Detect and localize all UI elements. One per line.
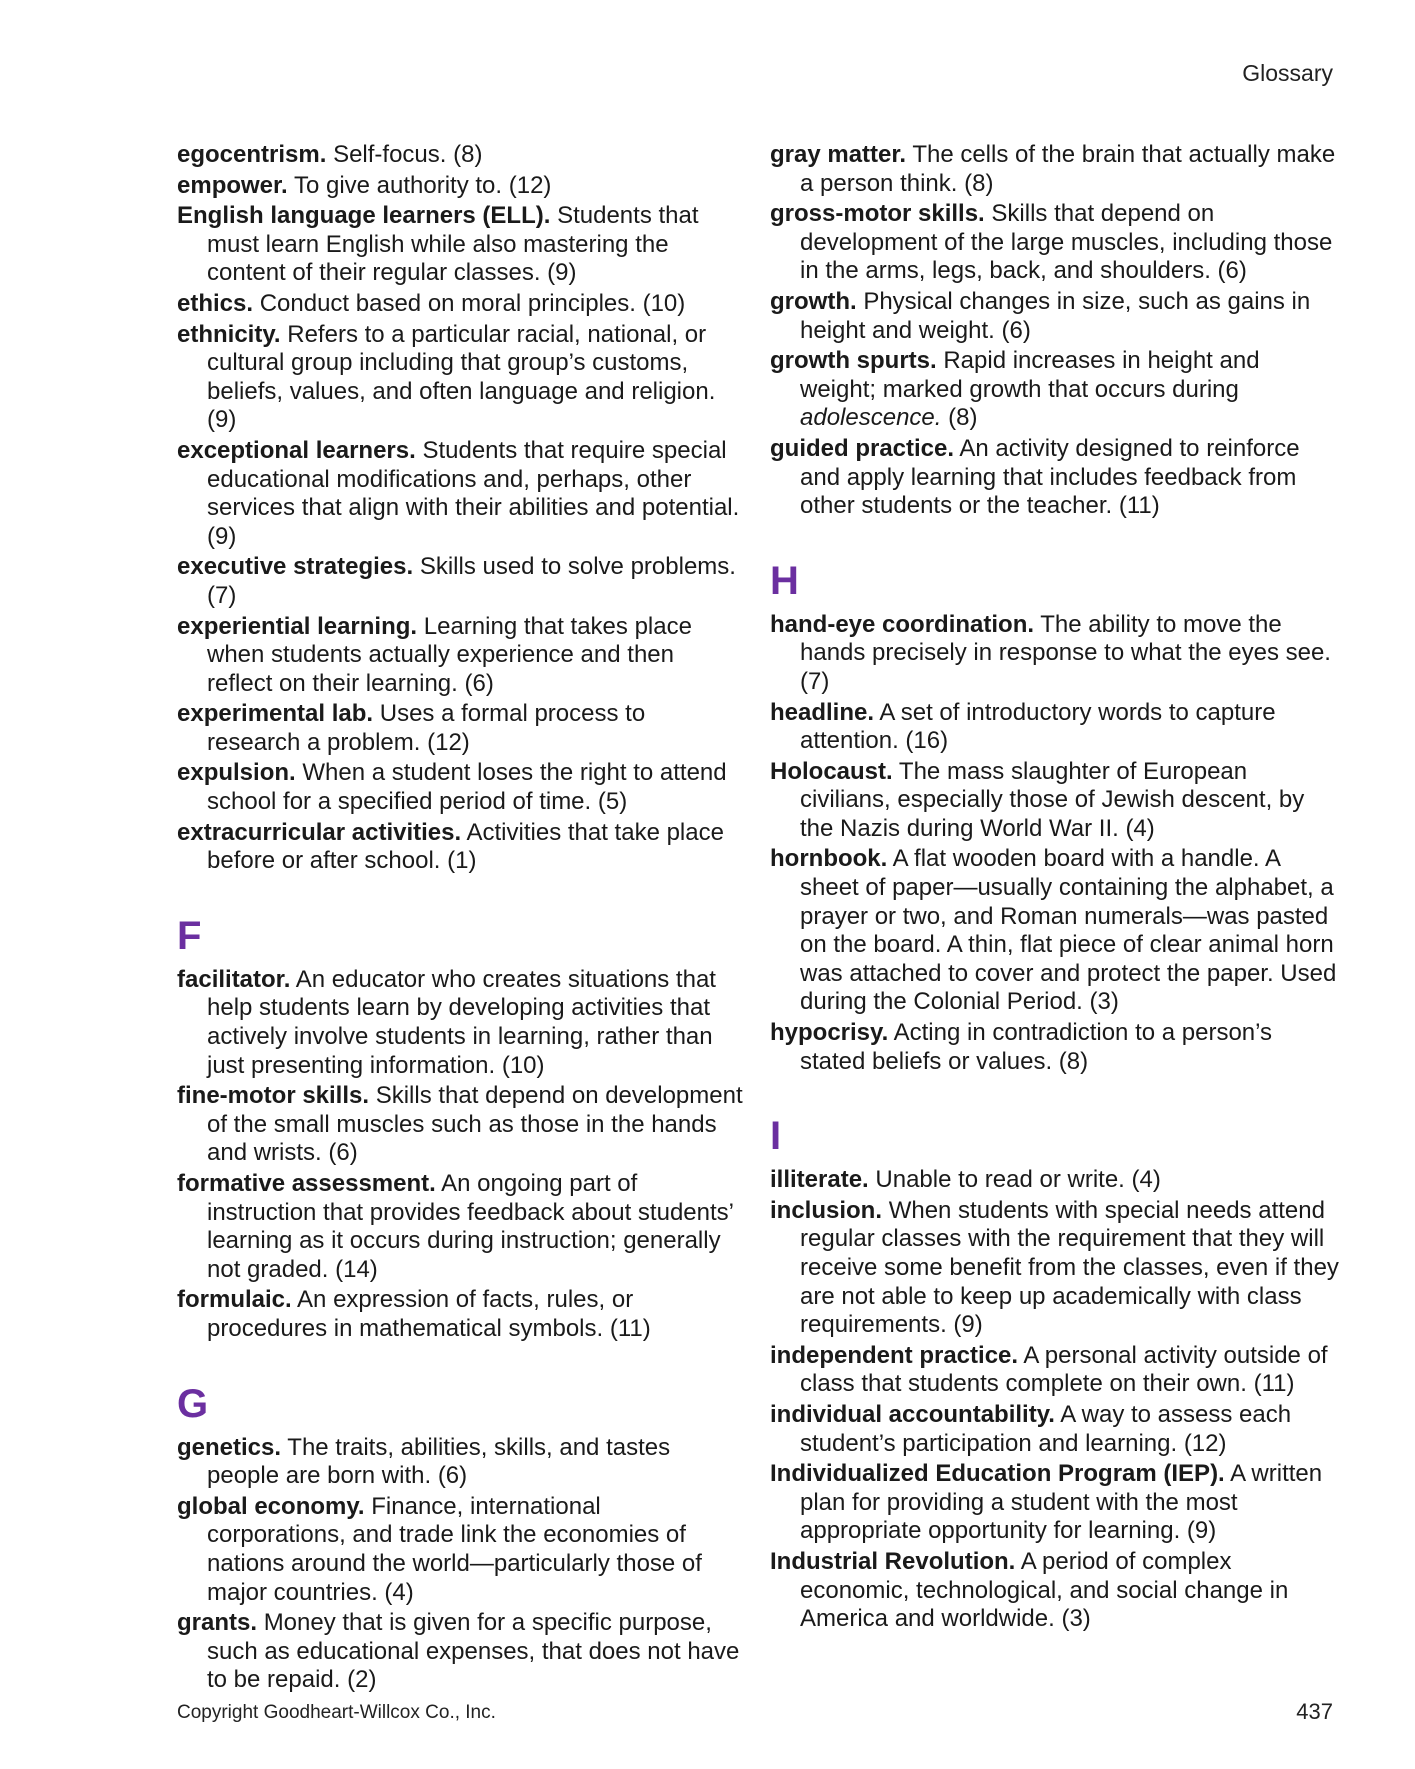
- glossary-entry: [177, 613, 745, 699]
- glossary-definition: A way to assess each student’s participation and learning. (12): [800, 1400, 1292, 1457]
- glossary-term: gray matter.: [770, 141, 907, 168]
- glossary-term: extracurricular activities.: [177, 818, 462, 846]
- glossary-definition-italic: adolescence.: [800, 404, 942, 432]
- glossary-definition: Skills that depend on development of the large muscles, including those in the arms, legs, back, and shoulders. (6): [800, 200, 1333, 285]
- glossary-definition: The ability to move the hands precisely in response to what the eyes see. (7): [800, 610, 1331, 695]
- glossary-entry: [177, 321, 745, 435]
- glossary-definition: An educator who creates situations that help students learn by developing activities that actively involve students in learning, rather than just presenting information. (10): [207, 965, 716, 1079]
- glossary-term: growth spurts.: [770, 347, 937, 375]
- glossary-entry: [770, 347, 1340, 433]
- glossary-definition: The mass slaughter of European civilians, especially those of Jewish descent, by the Nazis during World War II. (4): [800, 757, 1305, 842]
- glossary-entry: [770, 1548, 1340, 1634]
- glossary-term: headline.: [770, 698, 875, 726]
- glossary-term: ethics.: [177, 289, 254, 317]
- section-letter-f: F: [177, 913, 202, 958]
- glossary-term: empower.: [177, 171, 288, 199]
- glossary-entry: [177, 172, 745, 201]
- glossary-term: growth.: [770, 287, 857, 315]
- glossary-definition: When students with special needs attend regular classes with the requirement that they will receive some benefit from the classes, even if they are not able to keep up academically with class requirements. (9): [800, 1196, 1339, 1339]
- section-g: [177, 1434, 745, 1695]
- glossary-definition: A flat wooden board with a handle. A sheet of paper—usually containing the alphabet, a prayer or two, and Roman numerals—was pasted on the board. A thin, flat piece of clear animal horn was attached to cover and protect the paper. Used during the Colonial Period. (3): [800, 845, 1337, 1016]
- glossary-definition: Acting in contradiction to a person’s stated beliefs or values. (8): [800, 1019, 1273, 1075]
- glossary-entry: [770, 758, 1340, 844]
- section-g-continued: [770, 141, 1340, 521]
- glossary-entry: [177, 553, 745, 610]
- section-h: [770, 611, 1340, 1077]
- glossary-entry: [177, 1609, 745, 1695]
- running-head: Glossary: [1242, 60, 1333, 86]
- glossary-term: Holocaust.: [770, 757, 893, 785]
- glossary-entry: [177, 1082, 745, 1168]
- glossary-term: global economy.: [177, 1492, 365, 1520]
- glossary-entry: [770, 288, 1340, 345]
- glossary-definition: Activities that take place before or after school. (1): [207, 818, 724, 875]
- glossary-entry: [770, 699, 1340, 756]
- glossary-definition: Finance, international corporations, and trade link the economies of nations around the world—particularly those of major countries. (4): [207, 1492, 702, 1606]
- glossary-entry: [177, 759, 745, 816]
- glossary-definition: The cells of the brain that actually make a person think. (8): [800, 141, 1336, 197]
- glossary-term: independent practice.: [770, 1341, 1019, 1369]
- glossary-term: exceptional learners.: [177, 436, 416, 464]
- glossary-definition: Rapid increases in height and weight; marked growth that occurs during: [800, 347, 1260, 403]
- glossary-definition: A period of complex economic, technological, and social change in America and worldwide. (3): [800, 1547, 1289, 1633]
- glossary-definition: To give authority to. (12): [293, 171, 552, 199]
- glossary-definition: Students that must learn English while also mastering the content of their regular classes. (9): [207, 202, 699, 287]
- glossary-definition: Learning that takes place when students actually experience and then reflect on their learning. (6): [207, 612, 692, 697]
- glossary-definition: Skills used to solve problems. (7): [207, 553, 736, 609]
- glossary-entry: [177, 1493, 745, 1607]
- glossary-term: egocentrism.: [177, 141, 327, 168]
- glossary-definition: Physical changes in size, such as gains in height and weight. (6): [800, 287, 1311, 344]
- glossary-definition: An activity designed to reinforce and apply learning that includes feedback from other students or the teacher. (11): [800, 434, 1300, 520]
- section-f: [177, 966, 745, 1344]
- glossary-definition: Refers to a particular racial, national, or cultural group including that group’s customs, beliefs, values, and often language and religion. (9): [207, 320, 716, 434]
- glossary-term: gross-motor skills.: [770, 200, 985, 228]
- glossary-definition: A set of introductory words to capture attention. (16): [800, 698, 1276, 755]
- glossary-entry: [177, 819, 745, 876]
- glossary-entry: [770, 1401, 1340, 1458]
- left-column: [177, 141, 745, 1697]
- section-letter-g: G: [177, 1381, 209, 1426]
- glossary-term: experimental lab.: [177, 700, 374, 728]
- section-letter-h: H: [770, 558, 799, 603]
- glossary-definition: A personal activity outside of class that students complete on their own. (11): [800, 1341, 1328, 1398]
- glossary-definition: Conduct based on moral principles. (10): [259, 289, 686, 317]
- glossary-term: formative assessment.: [177, 1170, 436, 1197]
- glossary-entry: [177, 437, 745, 551]
- glossary-definition: Skills that depend on development of the small muscles such as those in the hands and wrists. (6): [207, 1082, 743, 1167]
- glossary-definition: Uses a formal process to research a problem. (12): [207, 700, 646, 756]
- glossary-definition: Money that is given for a specific purpose, such as educational expenses, that does not have to be repaid. (2): [207, 1609, 740, 1694]
- glossary-entry: [177, 966, 745, 1080]
- glossary-term: hornbook.: [770, 845, 888, 873]
- glossary-definition: Unable to read or write. (4): [875, 1166, 1161, 1194]
- glossary-definition: A written plan for providing a student with the most appropriate opportunity for learning. (9): [800, 1460, 1323, 1545]
- glossary-entry: [770, 1342, 1340, 1399]
- right-column: [770, 141, 1340, 1636]
- glossary-entry: [770, 1166, 1340, 1195]
- glossary-entry: [177, 290, 745, 319]
- glossary-entry: [177, 141, 745, 170]
- glossary-entry: [177, 1286, 745, 1343]
- glossary-term: expulsion.: [177, 759, 296, 787]
- glossary-term: illiterate.: [770, 1166, 869, 1194]
- glossary-term: facilitator.: [177, 965, 291, 993]
- page-number: 437: [1296, 1699, 1333, 1724]
- glossary-entry: [770, 200, 1340, 286]
- glossary-definition: Self-focus. (8): [333, 141, 483, 168]
- glossary-entry: [177, 202, 745, 288]
- glossary-entry: [177, 700, 745, 757]
- glossary-entry: [770, 845, 1340, 1017]
- glossary-entry: [177, 1170, 745, 1284]
- glossary-term: English language learners (ELL).: [177, 202, 551, 230]
- glossary-term: fine-motor skills.: [177, 1082, 370, 1110]
- glossary-entry: [770, 611, 1340, 697]
- glossary-term: inclusion.: [770, 1196, 883, 1224]
- glossary-definition-chapter: (8): [948, 404, 978, 432]
- copyright-notice: Copyright Goodheart-Willcox Co., Inc.: [177, 1702, 496, 1723]
- glossary-entry: [770, 435, 1340, 521]
- glossary-term: ethnicity.: [177, 320, 281, 348]
- glossary-term: genetics.: [177, 1433, 282, 1461]
- glossary-term: hand-eye coordination.: [770, 610, 1035, 638]
- glossary-term: Individualized Education Program (IEP).: [770, 1460, 1225, 1488]
- glossary-term: Industrial Revolution.: [770, 1547, 1016, 1575]
- glossary-term: individual accountability.: [770, 1400, 1055, 1428]
- glossary-term: hypocrisy.: [770, 1019, 889, 1047]
- glossary-entry: [770, 1460, 1340, 1546]
- section-e: [177, 141, 745, 876]
- glossary-definition: Students that require special educational modifications and, perhaps, other services that align with their abilities and potential. (9): [207, 436, 740, 550]
- glossary-definition: When a student loses the right to attend school for a specified period of time. (5): [207, 759, 727, 816]
- glossary-term: guided practice.: [770, 434, 955, 462]
- section-i: [770, 1166, 1340, 1634]
- glossary-entry: [770, 141, 1340, 198]
- glossary-term: grants.: [177, 1609, 258, 1637]
- section-letter-i: I: [770, 1114, 782, 1159]
- glossary-term: experiential learning.: [177, 612, 418, 640]
- glossary-definition: An expression of facts, rules, or procedures in mathematical symbols. (11): [207, 1286, 651, 1342]
- glossary-term: executive strategies.: [177, 553, 414, 581]
- glossary-term: formulaic.: [177, 1286, 292, 1314]
- glossary-definition: The traits, abilities, skills, and tastes people are born with. (6): [207, 1433, 671, 1490]
- glossary-entry: [770, 1197, 1340, 1340]
- glossary-entry: [770, 1019, 1340, 1076]
- glossary-entry: [177, 1434, 745, 1491]
- glossary-definition: An ongoing part of instruction that provides feedback about students’ learning as it occurs during instruction; generally not graded. (14): [207, 1170, 734, 1283]
